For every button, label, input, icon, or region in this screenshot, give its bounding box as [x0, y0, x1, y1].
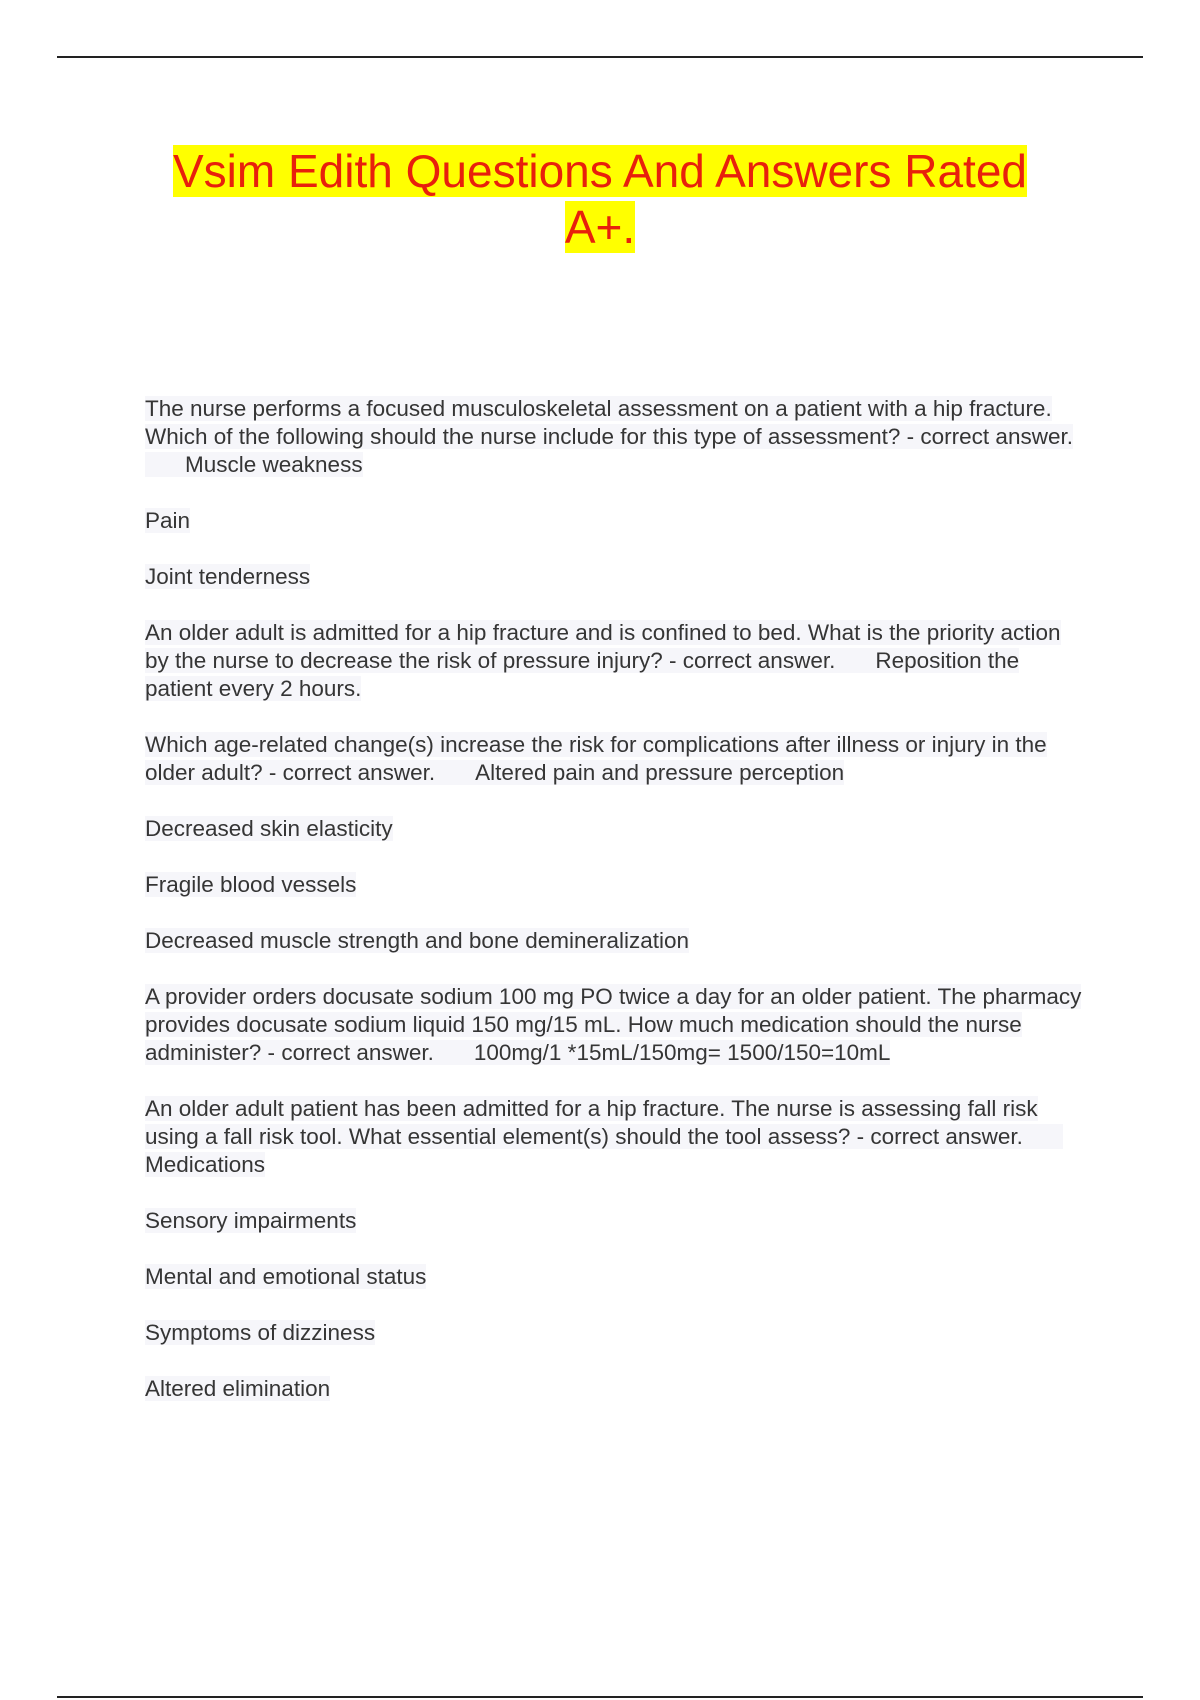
- list-item: Fragile blood vessels: [145, 872, 357, 897]
- document-title: Vsim Edith Questions And Answers Rated A+.: [173, 145, 1027, 253]
- question-text: A provider orders docusate sodium 100 mg PO twice a day for an older patient. The pharmacy provides docusate sodium liquid 150 mg/15 mL. How much medication should the nurse administer? -: [145, 984, 1082, 1065]
- list-item: Joint tenderness: [145, 564, 311, 589]
- answer-marker: correct answer.: [281, 1040, 434, 1065]
- answer-text: Reposition the patient every 2 hours.: [145, 648, 1020, 701]
- qa-item: [145, 731, 1085, 787]
- question-text: An older adult patient has been admitted for a hip fracture. The nurse is assessing fall risk using a fall risk tool. What essential element(s) should the tool assess? -: [145, 1096, 1038, 1149]
- answer-marker: correct answer.: [920, 424, 1073, 449]
- qa-item: [145, 983, 1085, 1067]
- answer-text: Altered pain and pressure perception: [475, 760, 845, 785]
- list-item: Pain: [145, 508, 191, 533]
- answer-text: Muscle weakness: [185, 452, 363, 477]
- document-body: [145, 395, 1085, 1431]
- answer-marker: correct answer.: [682, 648, 836, 673]
- list-item: Symptoms of dizziness: [145, 1320, 376, 1345]
- question-text: Which age-related change(s) increase the risk for complications after illness or injury in the older adult? -: [145, 732, 1047, 785]
- answer-text: 100mg/1 *15mL/150mg= 1500/150=10mL: [473, 1040, 891, 1065]
- list-item: Sensory impairments: [145, 1208, 357, 1233]
- question-text: The nurse performs a focused musculoskeletal assessment on a patient with a hip fracture. Which of the following should the nurse include for this type of assessment? -: [145, 396, 1052, 449]
- answer-text: Medications: [145, 1152, 266, 1177]
- footer-rule: [57, 1696, 1143, 1698]
- list-item: Decreased muscle strength and bone demineralization: [145, 928, 690, 953]
- list-item: Decreased skin elasticity: [145, 816, 393, 841]
- qa-item: [145, 619, 1085, 703]
- list-item: Mental and emotional status: [145, 1264, 427, 1289]
- qa-item: [145, 395, 1085, 479]
- question-text: An older adult is admitted for a hip fracture and is confined to bed. What is the priority action by the nurse to decrease the risk of pressure injury? -: [145, 620, 1061, 673]
- list-item: Altered elimination: [145, 1376, 331, 1401]
- answer-marker: correct answer.: [282, 760, 436, 785]
- qa-item: [145, 1095, 1085, 1179]
- header-rule: [57, 56, 1143, 58]
- answer-marker: correct answer.: [870, 1124, 1023, 1149]
